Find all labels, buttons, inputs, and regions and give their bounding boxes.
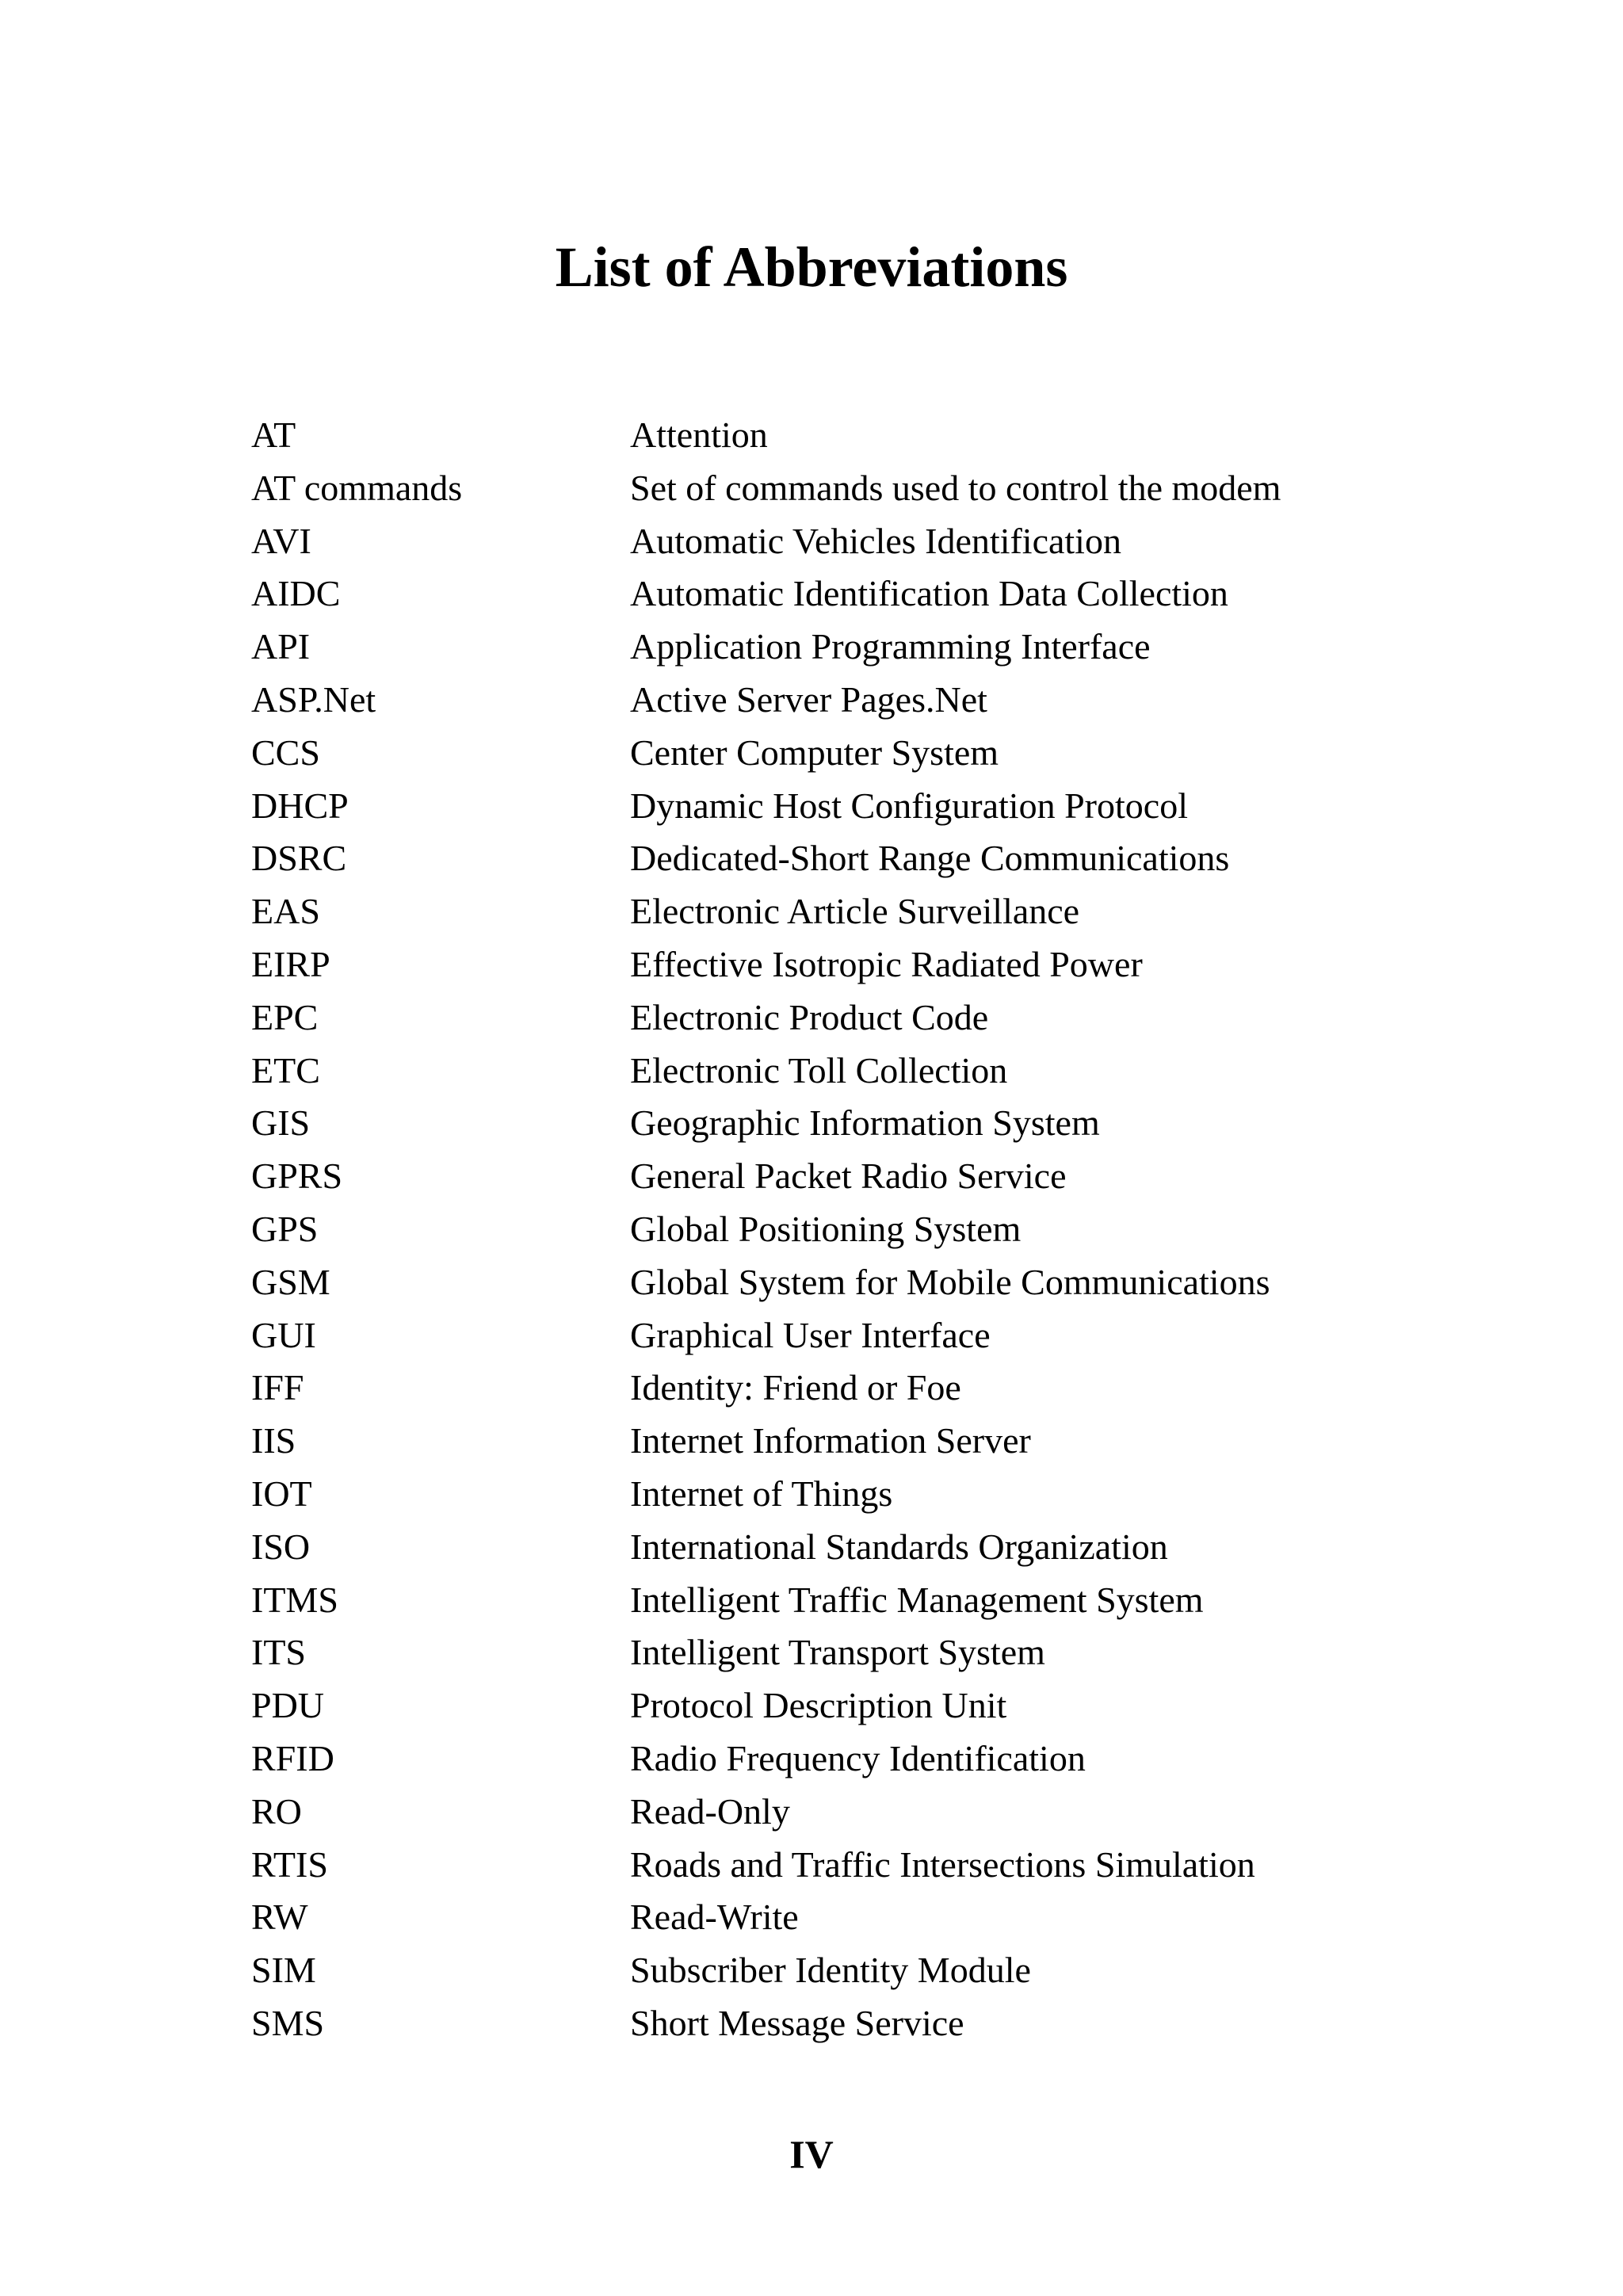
abbreviation-row: [251, 1733, 1440, 1786]
abbreviation-term: ASP.Net: [251, 678, 376, 720]
abbreviation-row: [251, 674, 1440, 727]
abbreviation-term: RFID: [251, 1737, 334, 1778]
abbreviation-term: ETC: [251, 1049, 320, 1091]
abbreviation-definition: Automatic Identification Data Collection: [630, 573, 1228, 614]
abbreviation-definition: Global Positioning System: [630, 1208, 1022, 1249]
abbreviation-term: ITMS: [251, 1579, 338, 1620]
abbreviation-definition: Identity: Friend or Foe: [630, 1367, 961, 1408]
abbreviation-row: [251, 780, 1440, 833]
abbreviation-row: [251, 1362, 1440, 1415]
abbreviation-row: [251, 1415, 1440, 1468]
abbreviation-term: API: [251, 626, 311, 667]
abbreviation-term: AVI: [251, 520, 311, 561]
page-number: IV: [789, 2132, 834, 2176]
abbreviation-definition: Dynamic Host Configuration Protocol: [630, 785, 1188, 826]
abbreviation-term: CCS: [251, 732, 320, 773]
abbreviation-term: EIRP: [251, 943, 330, 984]
abbreviation-row: [251, 1997, 1440, 2050]
abbreviation-row: [251, 1468, 1440, 1521]
abbreviation-row: [251, 1150, 1440, 1203]
abbreviation-term: GPS: [251, 1208, 319, 1249]
abbreviation-row: [251, 1891, 1440, 1944]
abbreviation-definition: Attention: [630, 415, 768, 455]
abbreviation-row: [251, 1309, 1440, 1362]
abbreviation-row: [251, 1203, 1440, 1256]
abbreviation-term: IOT: [251, 1473, 312, 1514]
abbreviation-definition: Geographic Information System: [630, 1102, 1100, 1144]
abbreviation-term: IFF: [251, 1367, 304, 1408]
abbreviation-row: [251, 885, 1440, 938]
abbreviation-definition: Read-Write: [630, 1897, 799, 1938]
abbreviation-definition: Application Programming Interface: [630, 626, 1151, 667]
abbreviation-row: [251, 1626, 1440, 1679]
abbreviation-term: SMS: [251, 2002, 325, 2043]
abbreviation-term: GSM: [251, 1261, 330, 1302]
abbreviation-definition: Dedicated-Short Range Communications: [630, 838, 1230, 879]
abbreviation-definition: Radio Frequency Identification: [630, 1737, 1086, 1778]
abbreviation-term: RW: [251, 1897, 308, 1938]
abbreviation-term: SIM: [251, 1950, 316, 1991]
abbreviation-term: AT: [251, 415, 296, 455]
abbreviation-definition: Electronic Product Code: [630, 996, 989, 1037]
abbreviation-definition: Internet Information Server: [630, 1420, 1031, 1461]
abbreviation-term: GUI: [251, 1314, 316, 1355]
abbreviation-definition: Automatic Vehicles Identification: [630, 520, 1121, 561]
abbreviation-definition: Internet of Things: [630, 1473, 893, 1514]
abbreviation-definition: Intelligent Traffic Management System: [630, 1579, 1204, 1620]
abbreviation-list: [251, 409, 1440, 2050]
abbreviation-row: [251, 1097, 1440, 1150]
abbreviation-row: [251, 1944, 1440, 1997]
abbreviation-row: [251, 1786, 1440, 1839]
abbreviation-row: [251, 1045, 1440, 1098]
abbreviation-definition: Graphical User Interface: [630, 1314, 991, 1355]
abbreviation-row: [251, 621, 1440, 674]
abbreviation-definition: Intelligent Transport System: [630, 1632, 1045, 1673]
abbreviation-definition: Effective Isotropic Radiated Power: [630, 943, 1143, 984]
abbreviation-term: ITS: [251, 1632, 306, 1673]
abbreviation-row: [251, 1256, 1440, 1309]
abbreviation-definition: Protocol Description Unit: [630, 1685, 1007, 1726]
abbreviation-row: [251, 1679, 1440, 1733]
abbreviation-term: RTIS: [251, 1843, 328, 1885]
abbreviation-definition: Roads and Traffic Intersections Simulation: [630, 1843, 1255, 1885]
abbreviation-definition: Center Computer System: [630, 732, 999, 773]
abbreviation-row: [251, 1839, 1440, 1892]
abbreviation-definition: Active Server Pages.Net: [630, 678, 987, 720]
abbreviation-row: [251, 1521, 1440, 1574]
abbreviation-term: DHCP: [251, 785, 349, 826]
abbreviation-row: [251, 462, 1440, 515]
abbreviation-definition: Subscriber Identity Module: [630, 1950, 1031, 1991]
abbreviation-term: AT commands: [251, 467, 463, 508]
abbreviation-term: GPRS: [251, 1156, 343, 1197]
abbreviation-definition: Electronic Toll Collection: [630, 1049, 1008, 1091]
abbreviation-row: [251, 1574, 1440, 1627]
abbreviation-row: [251, 567, 1440, 621]
abbreviation-row: [251, 409, 1440, 462]
abbreviation-row: [251, 727, 1440, 780]
abbreviation-definition: International Standards Organization: [630, 1526, 1168, 1567]
abbreviation-definition: Electronic Article Surveillance: [630, 891, 1080, 932]
abbreviation-term: EAS: [251, 891, 320, 932]
abbreviation-row: [251, 938, 1440, 991]
abbreviation-row: [251, 832, 1440, 885]
abbreviation-row: [251, 515, 1440, 568]
abbreviation-term: DSRC: [251, 838, 347, 879]
abbreviation-term: IIS: [251, 1420, 296, 1461]
abbreviation-definition: General Packet Radio Service: [630, 1156, 1067, 1197]
abbreviation-term: GIS: [251, 1102, 311, 1144]
page-title: List of Abbreviations: [555, 235, 1068, 299]
abbreviation-definition: Read-Only: [630, 1790, 790, 1832]
abbreviation-row: [251, 991, 1440, 1045]
abbreviation-definition: Short Message Service: [630, 2002, 964, 2043]
abbreviation-term: PDU: [251, 1685, 325, 1726]
abbreviation-term: EPC: [251, 996, 319, 1037]
abbreviation-term: RO: [251, 1790, 302, 1832]
abbreviation-term: ISO: [251, 1526, 311, 1567]
abbreviation-definition: Global System for Mobile Communications: [630, 1261, 1270, 1302]
abbreviation-term: AIDC: [251, 573, 341, 614]
abbreviation-definition: Set of commands used to control the modem: [630, 467, 1281, 508]
